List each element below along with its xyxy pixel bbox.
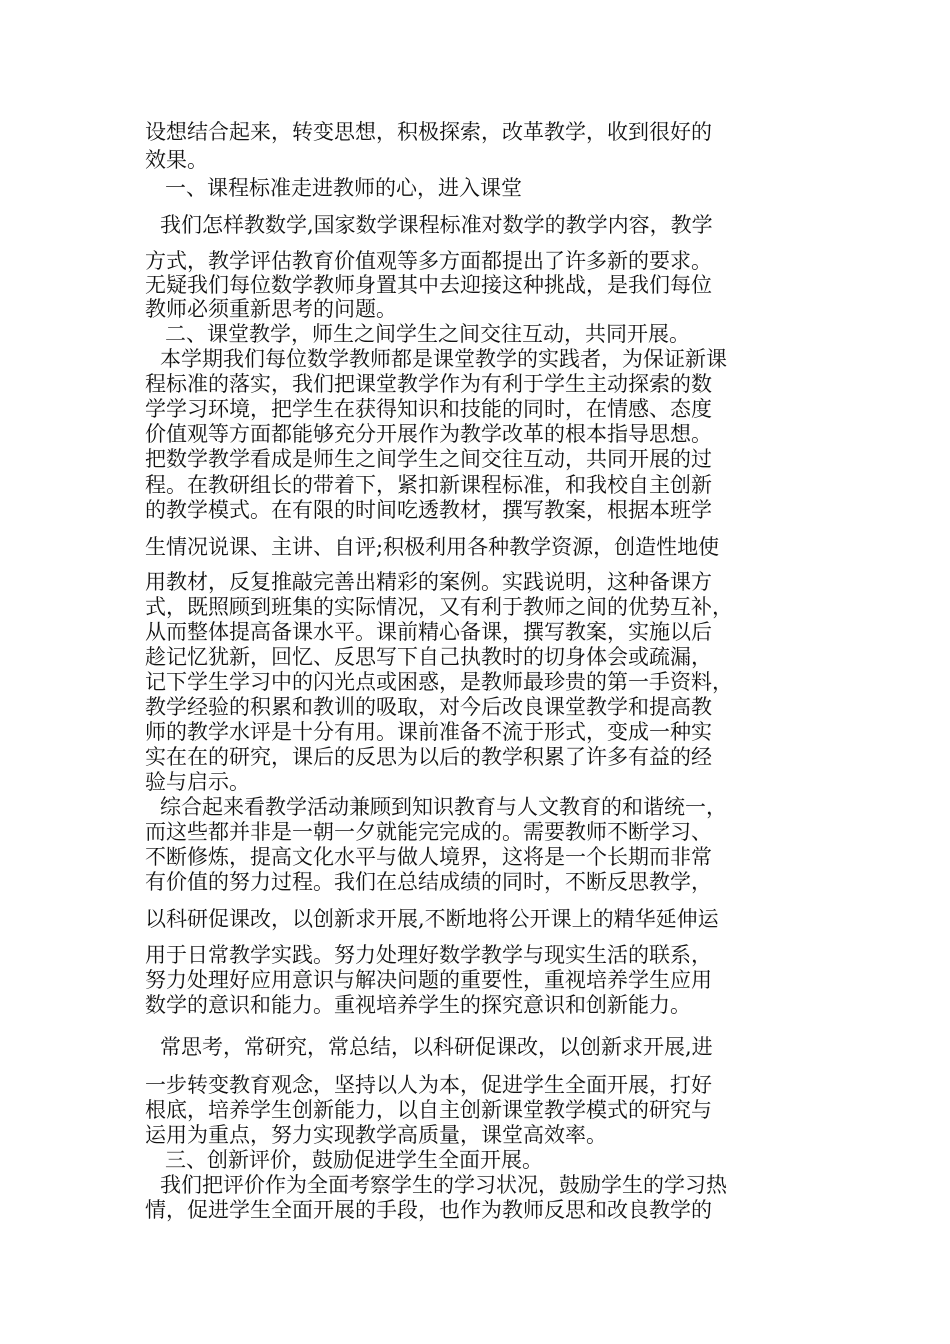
text-line: 生情况说课、主讲、自评;积极利用各种教学资源，创造性地使 <box>145 535 720 559</box>
text-line: 设想结合起来，转变思想，积极探索，改革教学，收到很好的 <box>145 120 712 144</box>
text-line: 常思考，常研究，常总结，以科研促课改，以创新求开展,进 <box>160 1035 713 1059</box>
text-line: 数学的意识和能力。重视培养学生的探究意识和创新能力。 <box>145 993 691 1017</box>
text-line: 教师必须重新思考的问题。 <box>145 297 397 321</box>
section-heading: 三、创新评价，鼓励促进学生全面开展。 <box>165 1148 543 1172</box>
text-line: 效果。 <box>145 148 208 172</box>
text-line: 综合起来看教学活动兼顾到知识教育与人文教育的和谐统一， <box>160 795 727 819</box>
text-line: 我们怎样教数学,国家数学课程标准对数学的教学内容，教学 <box>160 213 713 237</box>
text-line: 根底，培养学生创新能力，以自主创新课堂教学模式的研究与 <box>145 1098 712 1122</box>
text-line: 记下学生学习中的闪光点或困惑，是教师最珍贵的第一手资料， <box>145 670 733 694</box>
text-line: 不断修炼，提高文化水平与做人境界，这将是一个长期而非常 <box>145 845 712 869</box>
text-line: 把数学教学看成是师生之间学生之间交往互动，共同开展的过 <box>145 447 712 471</box>
section-heading: 一、课程标准走进教师的心，进入课堂 <box>165 176 522 200</box>
text-line: 一步转变教育观念，坚持以人为本，促进学生全面开展，打好 <box>145 1073 712 1097</box>
text-line: 实在在的研究，课后的反思为以后的教学积累了许多有益的经 <box>145 745 712 769</box>
text-line: 本学期我们每位数学教师都是课堂教学的实践者，为保证新课 <box>160 347 727 371</box>
text-line: 趁记忆犹新，回忆、反思写下自己执教时的切身体会或疏漏， <box>145 645 712 669</box>
text-line: 学学习环境，把学生在获得知识和技能的同时，在情感、态度 <box>145 397 712 421</box>
text-line: 努力处理好应用意识与解决问题的重要性，重视培养学生应用 <box>145 968 712 992</box>
text-line: 式，既照顾到班集的实际情况，又有利于教师之间的优势互补， <box>145 595 733 619</box>
text-line: 用于日常教学实践。努力处理好数学教学与现实生活的联系， <box>145 943 712 967</box>
text-line: 验与启示。 <box>145 770 250 794</box>
text-line: 的教学模式。在有限的时间吃透教材，撰写教案，根据本班学 <box>145 498 712 522</box>
text-line: 方式，教学评估教育价值观等多方面都提出了许多新的要求。 <box>145 249 712 273</box>
text-line: 情，促进学生全面开展的手段，也作为教师反思和改良教学的 <box>145 1198 712 1222</box>
text-line: 以科研促课改，以创新求开展,不断地将公开课上的精华延伸运 <box>145 907 719 931</box>
text-line: 程标准的落实，我们把课堂教学作为有利于学生主动探索的数 <box>145 372 712 396</box>
text-line: 价值观等方面都能够充分开展作为教学改革的根本指导思想。 <box>145 422 712 446</box>
text-line: 有价值的努力过程。我们在总结成绩的同时，不断反思教学， <box>145 870 712 894</box>
text-line: 我们把评价作为全面考察学生的学习状况，鼓励学生的学习热 <box>160 1173 727 1197</box>
text-line: 用教材，反复推敲完善出精彩的案例。实践说明，这种备课方 <box>145 570 712 594</box>
text-line: 而这些都并非是一朝一夕就能完完成的。需要教师不断学习、 <box>145 820 712 844</box>
text-line: 师的教学水评是十分有用。课前准备不流于形式，变成一种实 <box>145 720 712 744</box>
text-line: 程。在教研组长的带着下，紧扣新课程标准，和我校自主创新 <box>145 473 712 497</box>
text-line: 运用为重点，努力实现教学高质量，课堂高效率。 <box>145 1123 607 1147</box>
text-line: 从而整体提高备课水平。课前精心备课，撰写教案，实施以后 <box>145 620 712 644</box>
section-heading: 二、课堂教学，师生之间学生之间交往互动，共同开展。 <box>165 322 690 346</box>
text-line: 无疑我们每位数学教师身置其中去迎接这种挑战，是我们每位 <box>145 273 712 297</box>
text-line: 教学经验的积累和教训的吸取，对今后改良课堂教学和提高教 <box>145 695 712 719</box>
